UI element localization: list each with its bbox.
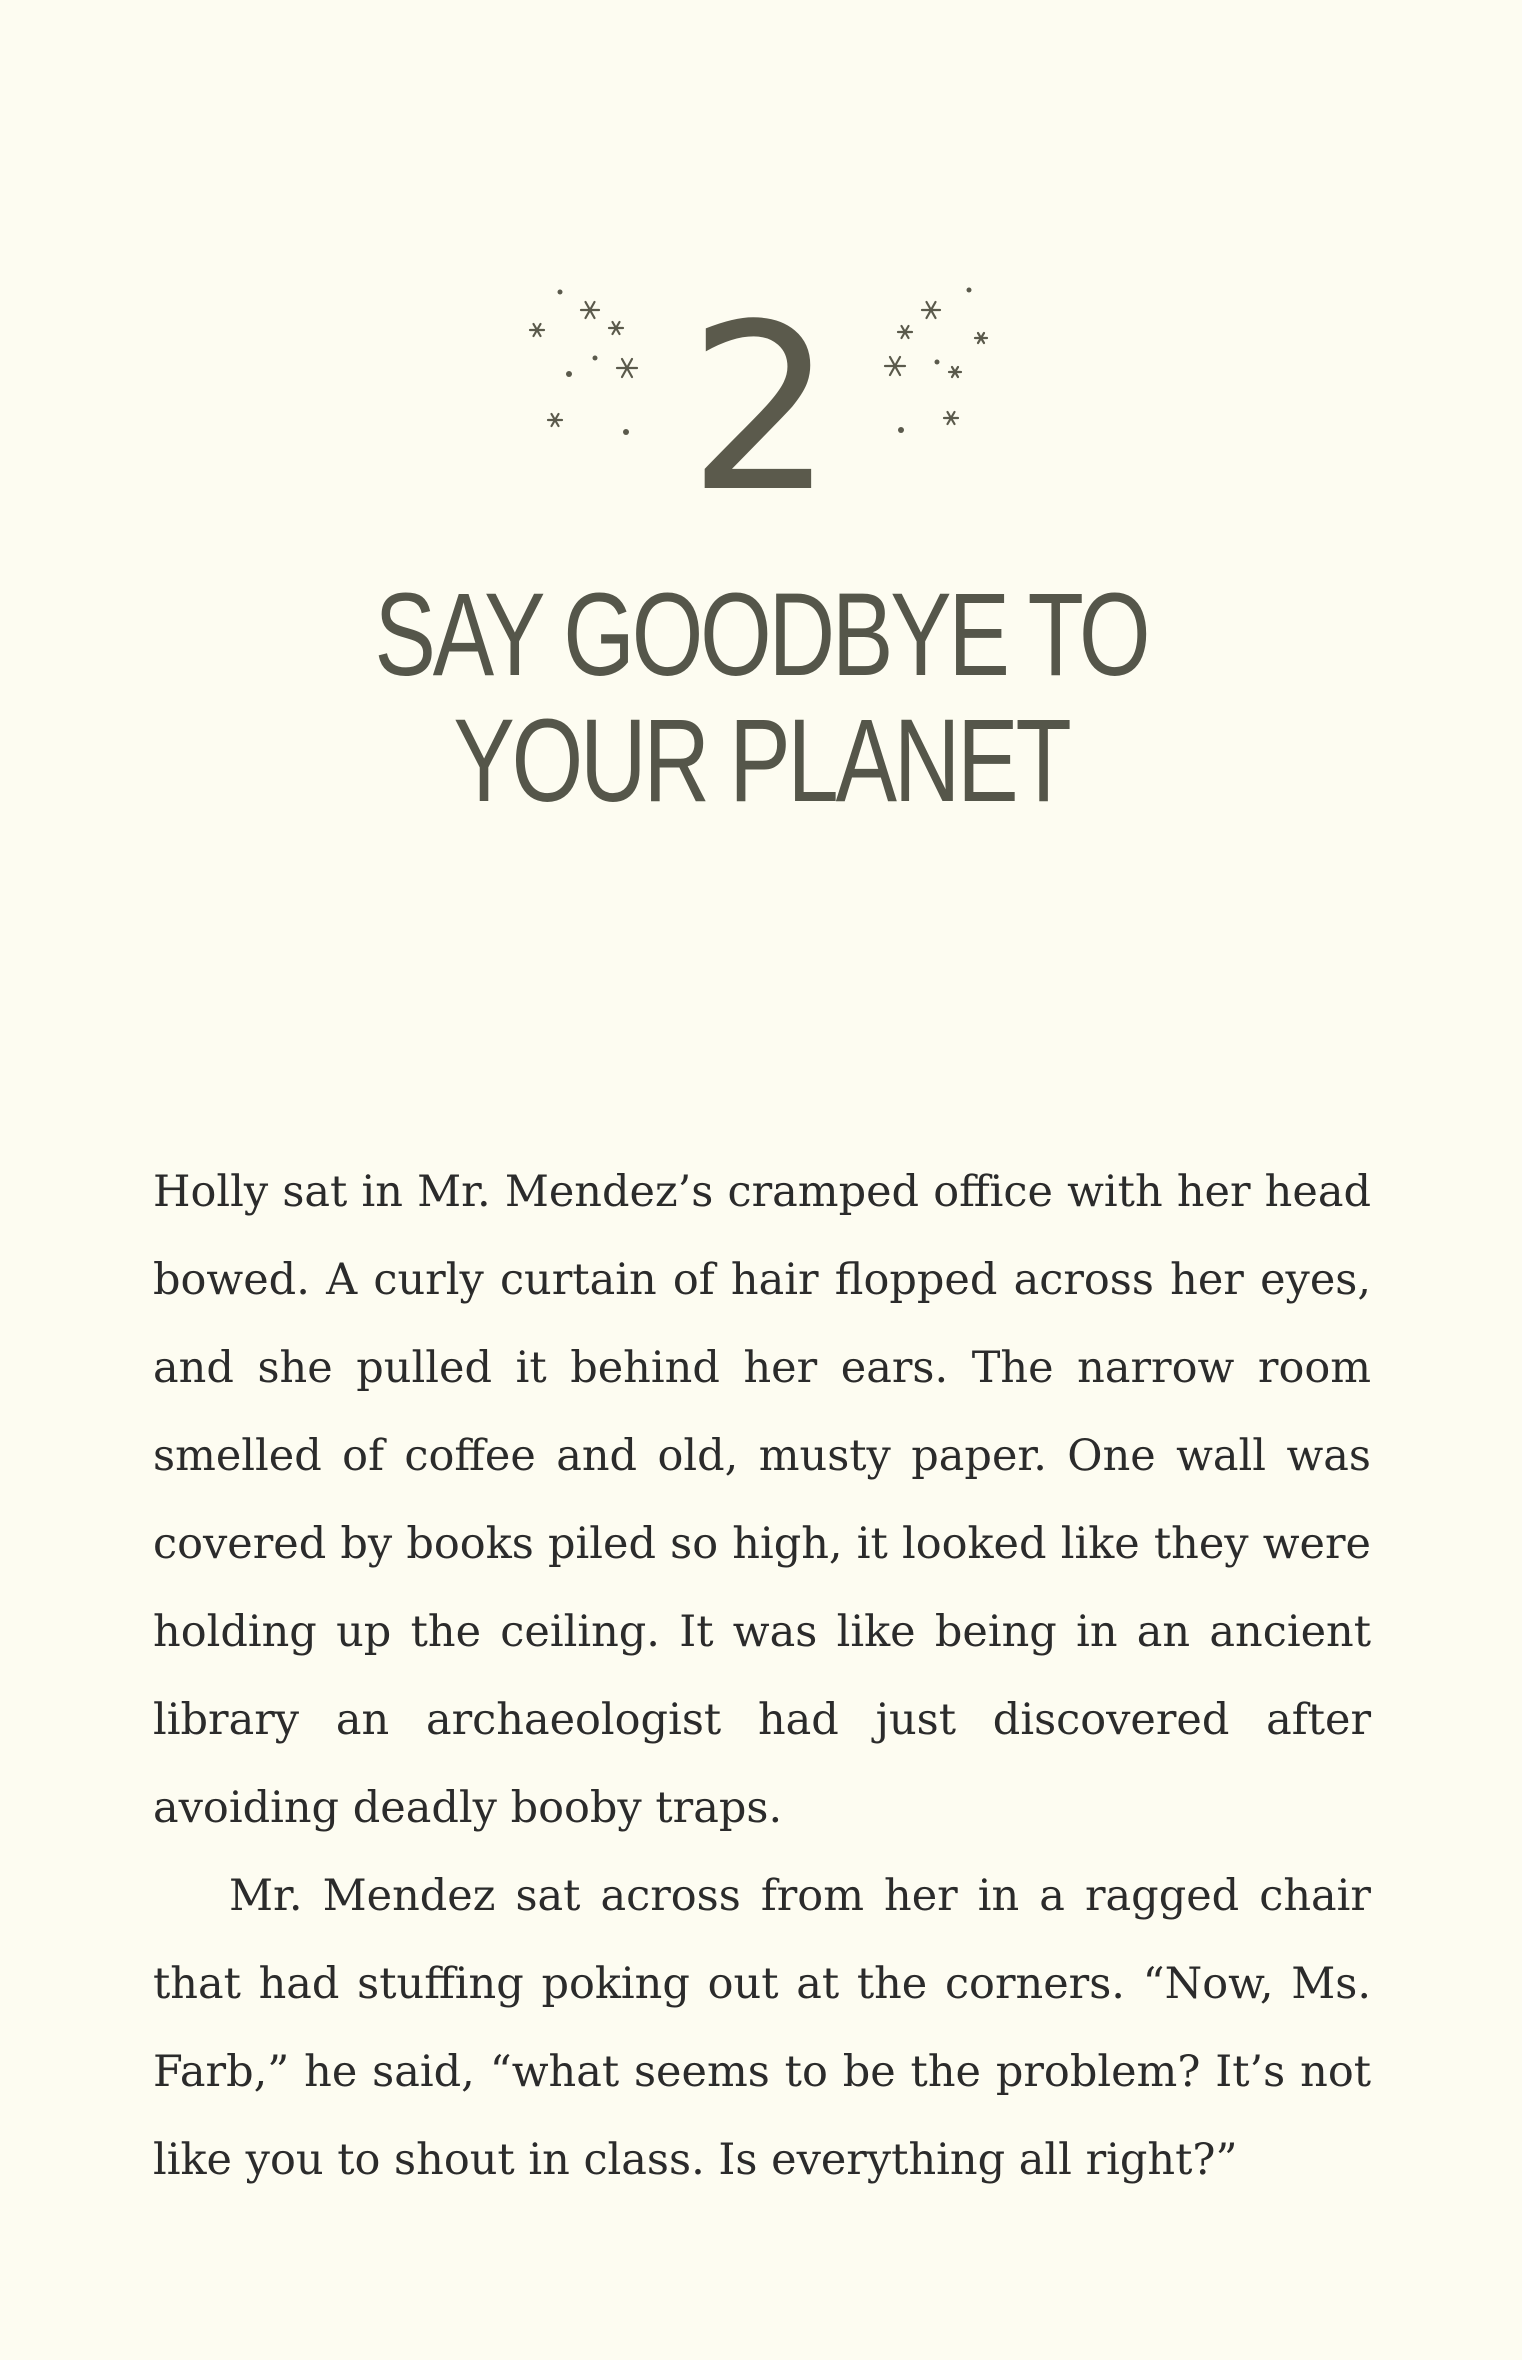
chapter-body [153,1148,1371,2204]
chapter-title-line-1: SAY GOODBYE TO [374,569,1148,701]
chapter-title [167,569,1354,827]
chapter-heading [0,270,1522,827]
chapter-number-block [461,270,1061,560]
paragraph-1: Holly sat in Mr. Mendez’s cramped office with her head bowed. A curly curtain of hair flopped across her eyes, and she pulled it behind her ears. The narrow room smelled of coffee and old, musty paper. One wall was covered by books piled so high, it looked like they were holding up the ceiling. It was like being in an ancient library an archaeologist had just discovered after avoiding deadly booby traps. [153,1167,1371,1833]
chapter-number: 2 [687,276,835,543]
paragraph-2: Mr. Mendez sat across from her in a ragged chair that had stuffing poking out at the corners. “Now, Ms. Farb,” he said, “what seems to be the problem? It’s not like you to shout in class. Is everything all right?” [153,1871,1371,2185]
chapter-title-line-2: YOUR PLANET [453,695,1069,827]
